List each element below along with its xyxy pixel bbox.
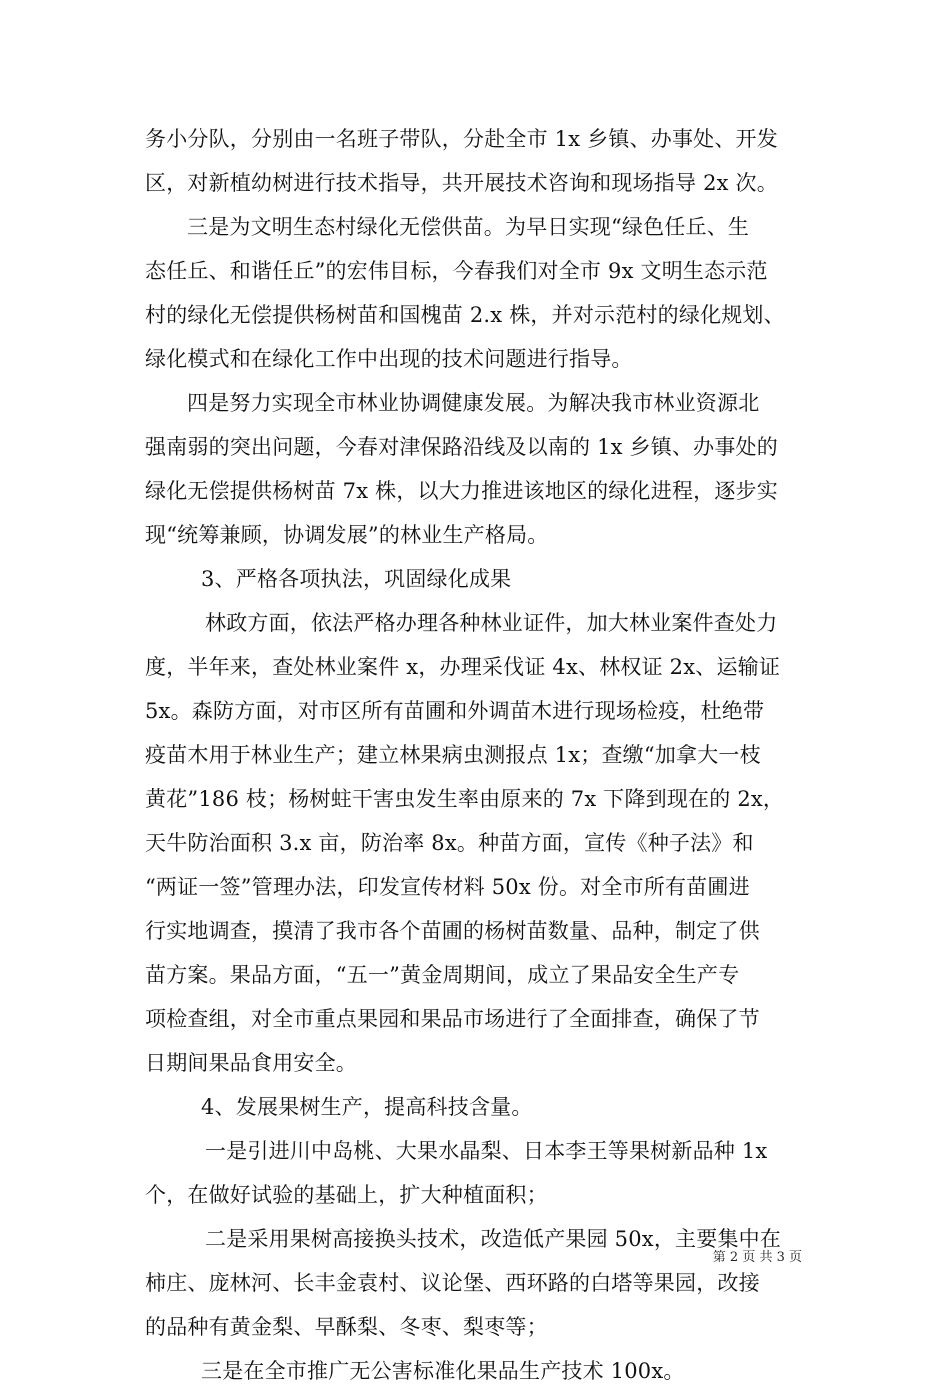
text-line: 个，在做好试验的基础上，扩大种植面积； bbox=[145, 1183, 548, 1207]
text-line: “两证一签”管理办法，印发宣传材料 50x 份。对全市所有苗圃进 bbox=[145, 875, 750, 899]
text-line: 现“统筹兼顾，协调发展”的林业生产格局。 bbox=[145, 523, 549, 547]
text-line: 苗方案。果品方面，“五一”黄金周期间，成立了果品安全生产专 bbox=[145, 963, 740, 987]
section-heading: 4、发展果树生产，提高科技含量。 bbox=[201, 1095, 533, 1119]
page-number: 第 2 页 共 3 页 bbox=[712, 1250, 802, 1265]
text-line: 区，对新植幼树进行技术指导，共开展技术咨询和现场指导 2x 次。 bbox=[145, 171, 778, 195]
text-line: 务小分队，分别由一名班子带队，分赴全市 1x 乡镇、办事处、开发 bbox=[145, 127, 778, 151]
text-line: 日期间果品食用安全。 bbox=[145, 1051, 357, 1075]
text-line: 绿化模式和在绿化工作中出现的技术问题进行指导。 bbox=[145, 347, 633, 371]
section-heading: 3、严格各项执法，巩固绿化成果 bbox=[201, 567, 512, 591]
text-line: 行实地调查，摸清了我市各个苗圃的杨树苗数量、品种，制定了供 bbox=[145, 919, 760, 943]
text-line: 疫苗木用于林业生产；建立林果病虫测报点 1x；查缴“加拿大一枝 bbox=[145, 743, 761, 767]
text-line: 度，半年来，查处林业案件 x，办理采伐证 4x、林权证 2x、运输证 bbox=[145, 655, 781, 679]
text-line: 态任丘、和谐任丘”的宏伟目标，今春我们对全市 9x 文明生态示范 bbox=[145, 259, 768, 283]
text-line: 绿化无偿提供杨树苗 7x 株，以大力推进该地区的绿化进程，逐步实 bbox=[145, 479, 778, 503]
text-line: 黄花”186 枝；杨树蛀干害虫发生率由原来的 7x 下降到现在的 2x， bbox=[145, 787, 785, 811]
text-line: 强南弱的突出问题，今春对津保路沿线及以南的 1x 乡镇、办事处的 bbox=[145, 435, 778, 459]
paragraph-start: 一是引进川中岛桃、大果水晶梨、日本李王等果树新品种 1x bbox=[205, 1139, 768, 1163]
text-line: 柿庄、庞林河、长丰金袁村、议论堡、西环路的白塔等果园，改接 bbox=[145, 1271, 760, 1295]
paragraph-start: 林政方面，依法严格办理各种林业证件，加大林业案件查处力 bbox=[205, 611, 778, 635]
document-body bbox=[145, 117, 815, 1393]
text-line: 的品种有黄金梨、早酥梨、冬枣、梨枣等； bbox=[145, 1315, 548, 1339]
paragraph-start: 三是在全市推广无公害标准化果品生产技术 100x。 bbox=[201, 1359, 685, 1383]
text-line: 5x。森防方面，对市区所有苗圃和外调苗木进行现场检疫，杜绝带 bbox=[145, 699, 765, 723]
text-line: 项检查组，对全市重点果园和果品市场进行了全面排查，确保了节 bbox=[145, 1007, 760, 1031]
paragraph-start: 二是采用果树高接换头技术，改造低产果园 50x，主要集中在 bbox=[205, 1227, 782, 1251]
paragraph-start: 三是为文明生态村绿化无偿供苗。为早日实现“绿色任丘、生 bbox=[187, 215, 750, 239]
text-line: 村的绿化无偿提供杨树苗和国槐苗 2.x 株，并对示范村的绿化规划、 bbox=[145, 303, 785, 327]
paragraph-start: 四是努力实现全市林业协调健康发展。为解决我市林业资源北 bbox=[187, 391, 760, 415]
text-line: 天牛防治面积 3.x 亩，防治率 8x。种苗方面，宣传《种子法》和 bbox=[145, 831, 754, 855]
